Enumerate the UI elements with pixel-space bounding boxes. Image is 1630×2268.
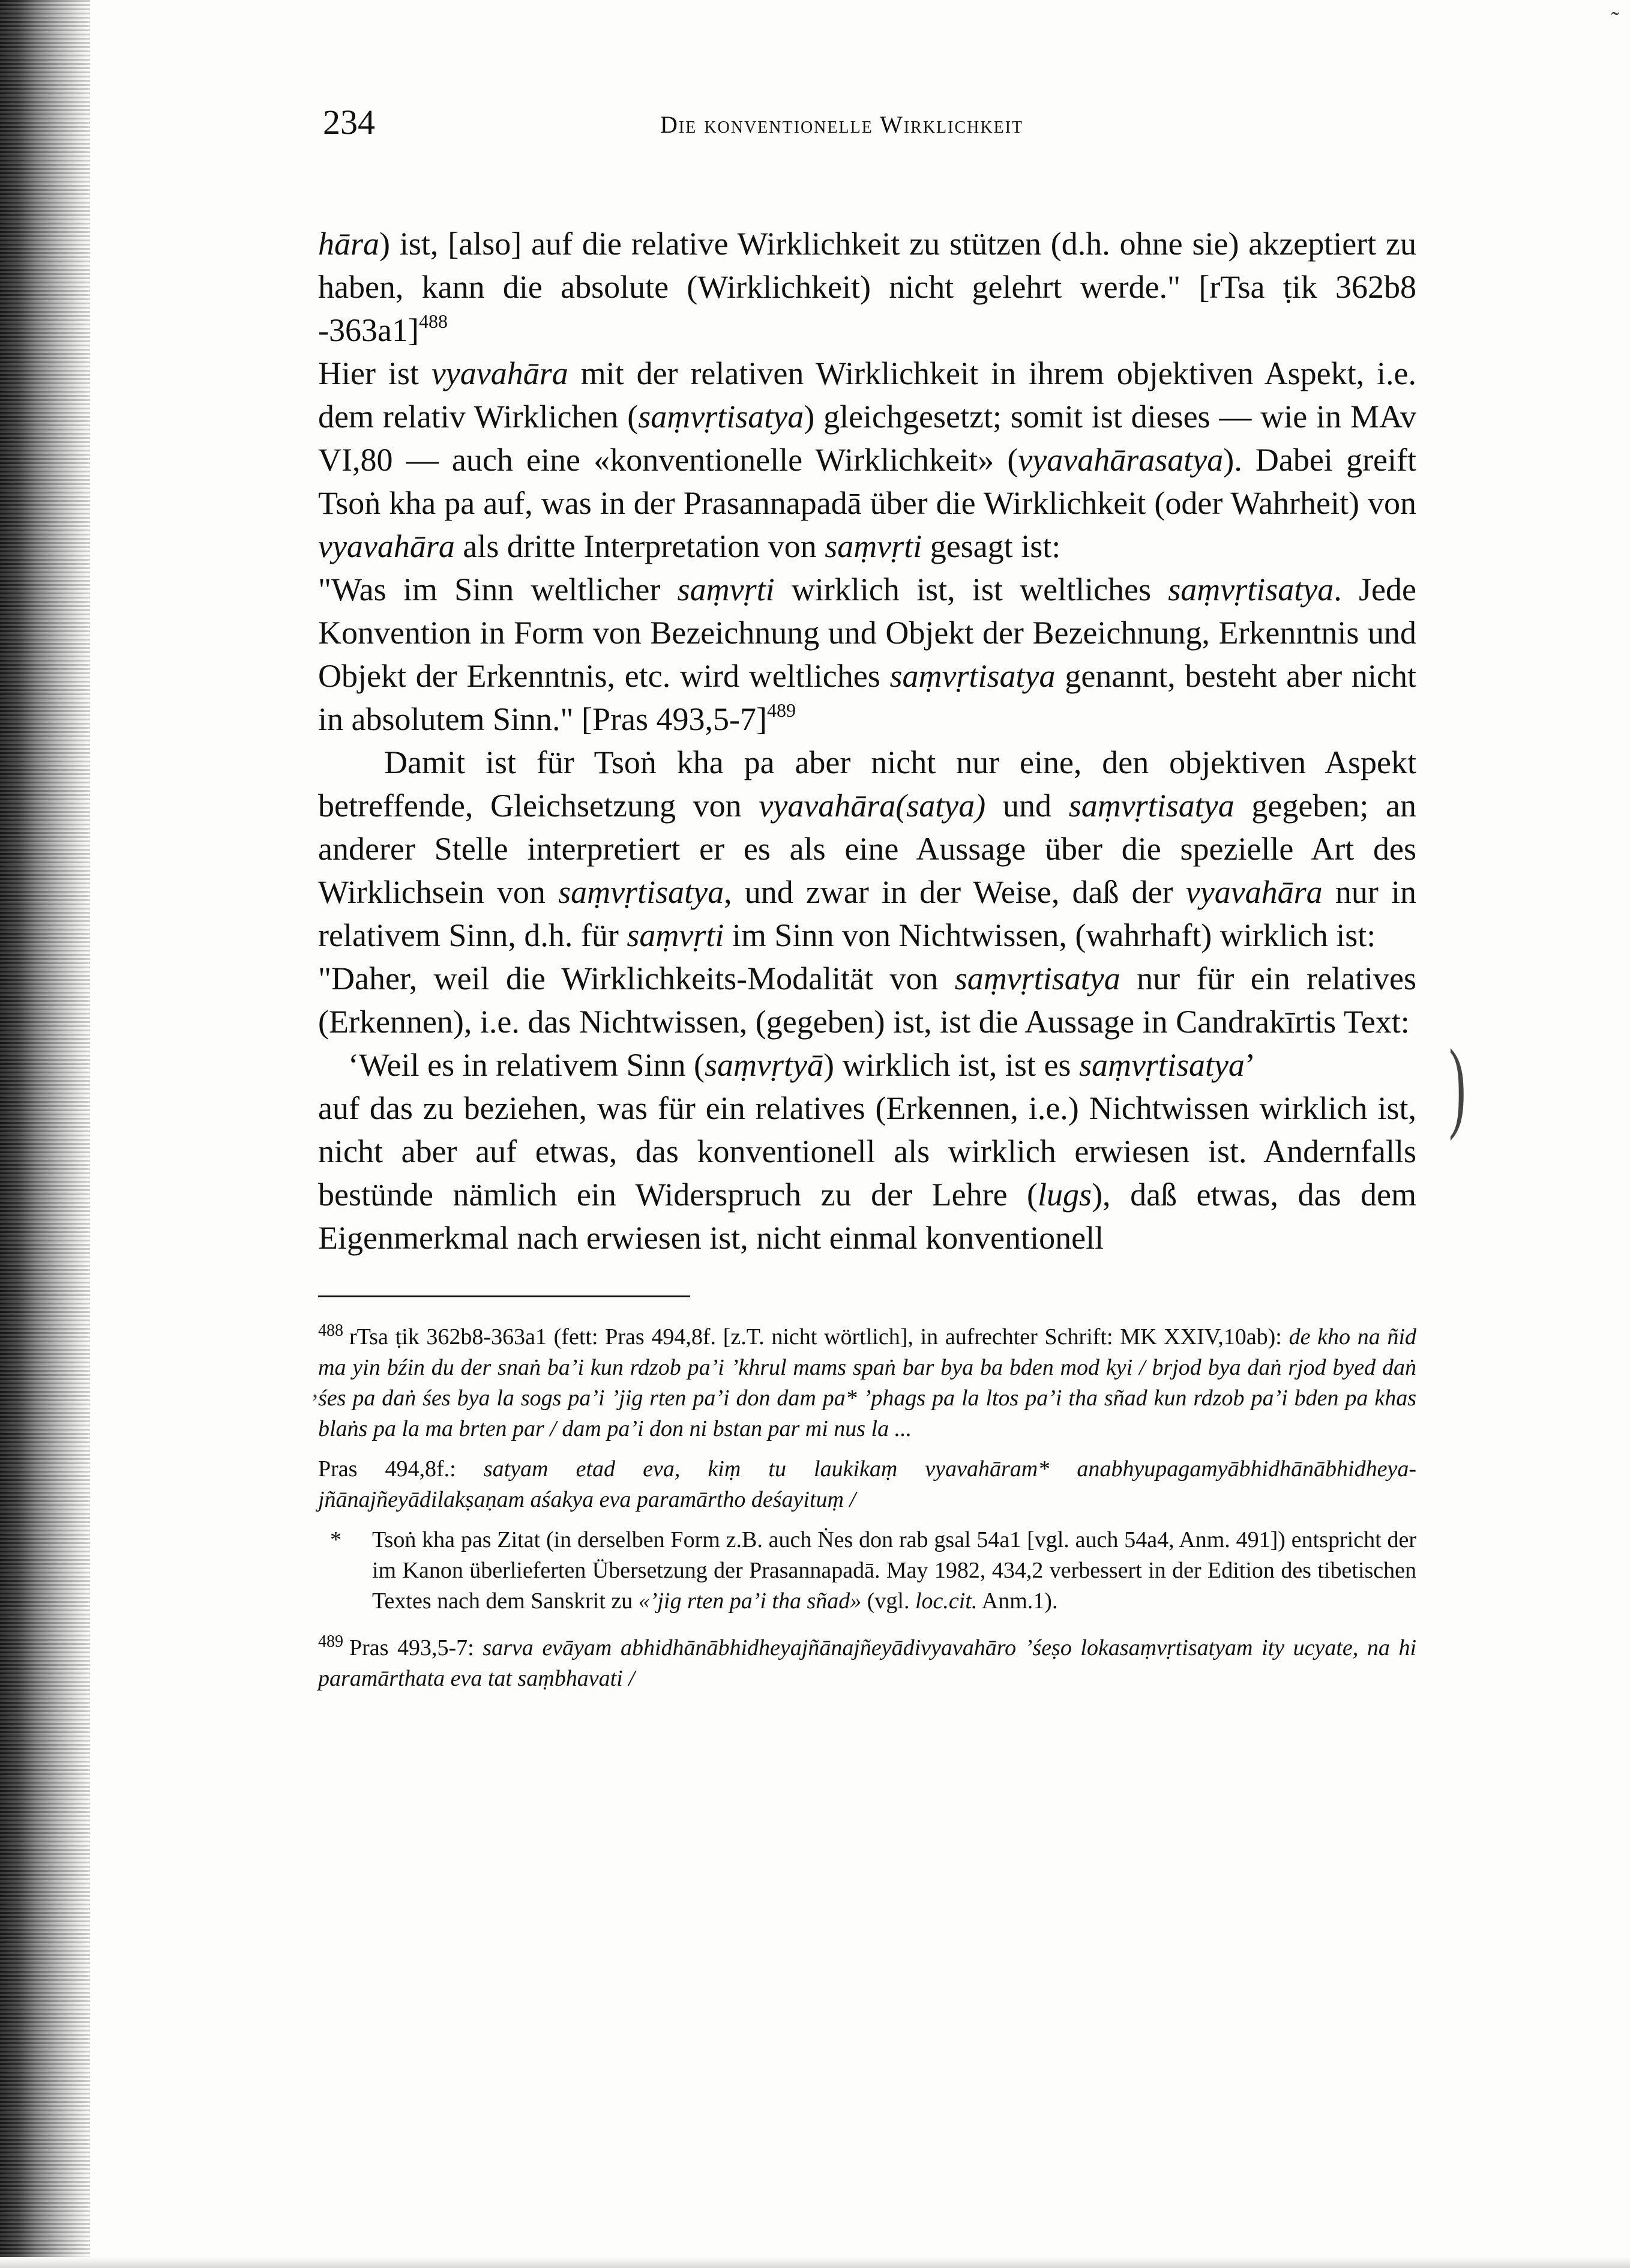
footnotes [318, 1315, 1416, 1694]
text: Anm.1). [977, 1588, 1058, 1614]
quote-continuation [318, 222, 1416, 352]
text: Hier ist [318, 355, 432, 391]
header-title: Die konventionelle Wirklichkeit [660, 111, 1024, 138]
text: als dritte Interpretation von [454, 528, 825, 564]
term: vyavahāra [1185, 874, 1323, 910]
text: ’ [1244, 1047, 1256, 1083]
term: saṃvṛti [627, 917, 724, 953]
text: ‘Weil es in relativem Sinn ( [348, 1047, 705, 1083]
text: und [985, 788, 1069, 824]
text: ). Dabei greift Tsoṅ kha pa auf, was in der Prasannapadā über die Wirklichkeit (oder Wahrheit) von [318, 442, 1417, 521]
term: saṃvṛtyā [705, 1047, 823, 1083]
term: vyavahāra [318, 528, 455, 564]
text: . Jede Konvention in Form von Bezeichnung und Objekt der Bezeichnung, Erkenntnis und Objekt der Erkenntnis, etc. wird weltliches [318, 572, 1416, 694]
text: wirklich ist, ist weltliches [774, 572, 1168, 608]
text: nur in relativem Sinn, d.h. für [318, 874, 1416, 953]
text: ) gleichgesetzt; somit ist dieses — wie in MAv VI,80 — auch eine «konventionelle Wirklichkeit» ( [318, 399, 1416, 478]
term: saṃvṛtisatya [954, 961, 1120, 997]
term: loc.cit. [915, 1588, 978, 1614]
term: saṃvṛtisatya [1068, 788, 1235, 824]
term: saṃvṛtisatya [1168, 572, 1334, 608]
footnote-star [330, 1525, 1416, 1617]
term: hāra [318, 226, 380, 262]
quote-2 [318, 568, 1416, 741]
star-mark: * [330, 1527, 341, 1552]
term: saṃvṛtisatya [638, 399, 804, 435]
sanskrit-quote: satyam etad eva, kiṃ tu laukikaṃ vyavahāram* anabhyupagamyābhidhānābhidheya-jñānajñeyādilakṣaṇam aśakya eva paramārtho deśayituṃ / [318, 1456, 1417, 1512]
sanskrit-quote: sarva evāyam abhidhānābhidheyajñānajñeyādivyavahāro ’śeṣo lokasaṃvṛtisatyam ity ucyate, na hi paramārthata eva tat saṃbhavati / [318, 1635, 1416, 1691]
footnote-number: 488 [318, 1321, 343, 1340]
tibetan-quote: de kho na ñid ma yin bźin du der snaṅ ba’i kun rdzob pa’i ’khrul mams spaṅ bar bya ba bden mod kyi / brjod bya daṅ rjod byed daṅ śes pa daṅ śes bya la sogs pa’i ’jig rten pa’i don dam pa* ’phags pa la ltos pa’i tha sñad kun rdzob pa’i bden pa khas blaṅs pa la ma brten par / dam pa’i don ni bstan par mi nus la ... [318, 1324, 1416, 1441]
text: ), daß etwas, das dem Eigenmerkmal nach erwiesen ist, nicht einmal konventionell [318, 1177, 1416, 1256]
margin-tick-mark: , [312, 1375, 318, 1402]
footnote-488-pras [318, 1454, 1416, 1515]
text: rTsa ṭik 362b8-363a1 (fett: Pras 494,8f. [z.T. nicht wörtlich], in aufrechter Schrift: MK XXIV,10ab): [349, 1324, 1289, 1350]
text: ) wirklich ist, ist es [823, 1047, 1079, 1083]
term: vyavahāra(satya) [759, 788, 986, 824]
quote-3 [318, 957, 1416, 1043]
text: im Sinn von Nichtwissen, (wahrhaft) wirklich ist: [724, 917, 1376, 953]
term: lugs [1038, 1177, 1092, 1213]
term: saṃvṛti [825, 528, 922, 564]
text: "Was im Sinn weltlicher [318, 572, 678, 608]
text: gegeben; an anderer Stelle interpretiert er es als eine Aussage über die spezielle Art des Wirklichsein von [318, 788, 1417, 910]
term: vyavahāra [431, 355, 568, 391]
page-bottom-edge [0, 2257, 1630, 2268]
margin-bracket-mark: ) [1449, 1028, 1466, 1141]
text: Tsoṅ kha pas Zitat (in derselben Form z.B. auch Ṅes don rab gsal 54a1 [vgl. auch 54a4, Anm. 491]) entspricht der im Kanon überlieferten Übersetzung der Prasannapadā. May 1982, 434,2 verbessert in der Edition des tibetischen Textes nach dem Sanskrit zu [372, 1527, 1416, 1614]
quote-text: ) ist, [also] auf die relative Wirklichkeit zu stützen (d.h. ohne sie) akzeptiert zu haben, kann die absolute (Wirklichkeit) nicht gelehrt werde." [rTsa ṭik 362b8 -363a1] [318, 226, 1416, 348]
star-text [372, 1525, 1416, 1617]
binding-gutter [0, 0, 90, 2268]
term: vyavahārasatya [1018, 442, 1224, 478]
running-head [318, 102, 1416, 156]
text: Pras 493,5-7: [349, 1635, 483, 1660]
quote-3-continuation [318, 1087, 1416, 1259]
term: saṃvṛti [677, 572, 775, 608]
text: , und zwar in der Weise, daß der [724, 874, 1186, 910]
corner-mark: ˜ [1611, 7, 1619, 34]
text: "Daher, weil die Wirklichkeits-Modalität von [318, 961, 955, 997]
text: auf das zu beziehen, was für ein relatives (Erkennen, i.e.) Nichtwissen wirklich ist, nicht aber auf etwas, das konventionell als wirklich erwiesen ist. Andernfalls bestünde nämlich ein Widerspruch zu der Lehre ( [318, 1090, 1416, 1213]
term: saṃvṛtisatya [889, 658, 1056, 694]
text: Damit ist für Tsoṅ kha pa aber nicht nur eine, den objektiven Aspekt betreffende, Gleichsetzung von [318, 744, 1416, 824]
text: (vgl. [861, 1588, 915, 1614]
paragraph-2 [318, 741, 1416, 957]
body-text [318, 222, 1416, 1259]
footnote-488 [318, 1315, 1416, 1444]
term: «’jig rten pa’i tha sñad» [638, 1588, 862, 1614]
text: gesagt ist: [922, 528, 1061, 564]
nested-quote [318, 1043, 1416, 1087]
book-page [318, 102, 1416, 1704]
term: saṃvṛtisatya [558, 874, 724, 910]
text: mit der relativen Wirklichkeit in ihrem objektiven Aspekt, i.e. dem relativ Wirklichen ( [318, 355, 1416, 435]
text: genannt, besteht aber nicht in absolutem Sinn." [Pras 493,5-7] [318, 658, 1416, 737]
term: saṃvṛtisatya [1078, 1047, 1245, 1083]
footnote-489 [318, 1626, 1416, 1694]
text: nur für ein relatives (Erkennen), i.e. das Nichtwissen, (gegeben) ist, ist die Aussage in Candrakīrtis Text: [318, 961, 1417, 1040]
text: Pras 494,8f.: [318, 1456, 484, 1482]
footnote-rule [318, 1295, 690, 1297]
paragraph-1 [318, 352, 1416, 568]
footnote-ref-488[interactable]: 488 [418, 310, 448, 332]
page-number: 234 [323, 103, 375, 142]
footnote-number: 489 [318, 1632, 343, 1651]
footnote-ref-489[interactable]: 489 [766, 699, 796, 721]
